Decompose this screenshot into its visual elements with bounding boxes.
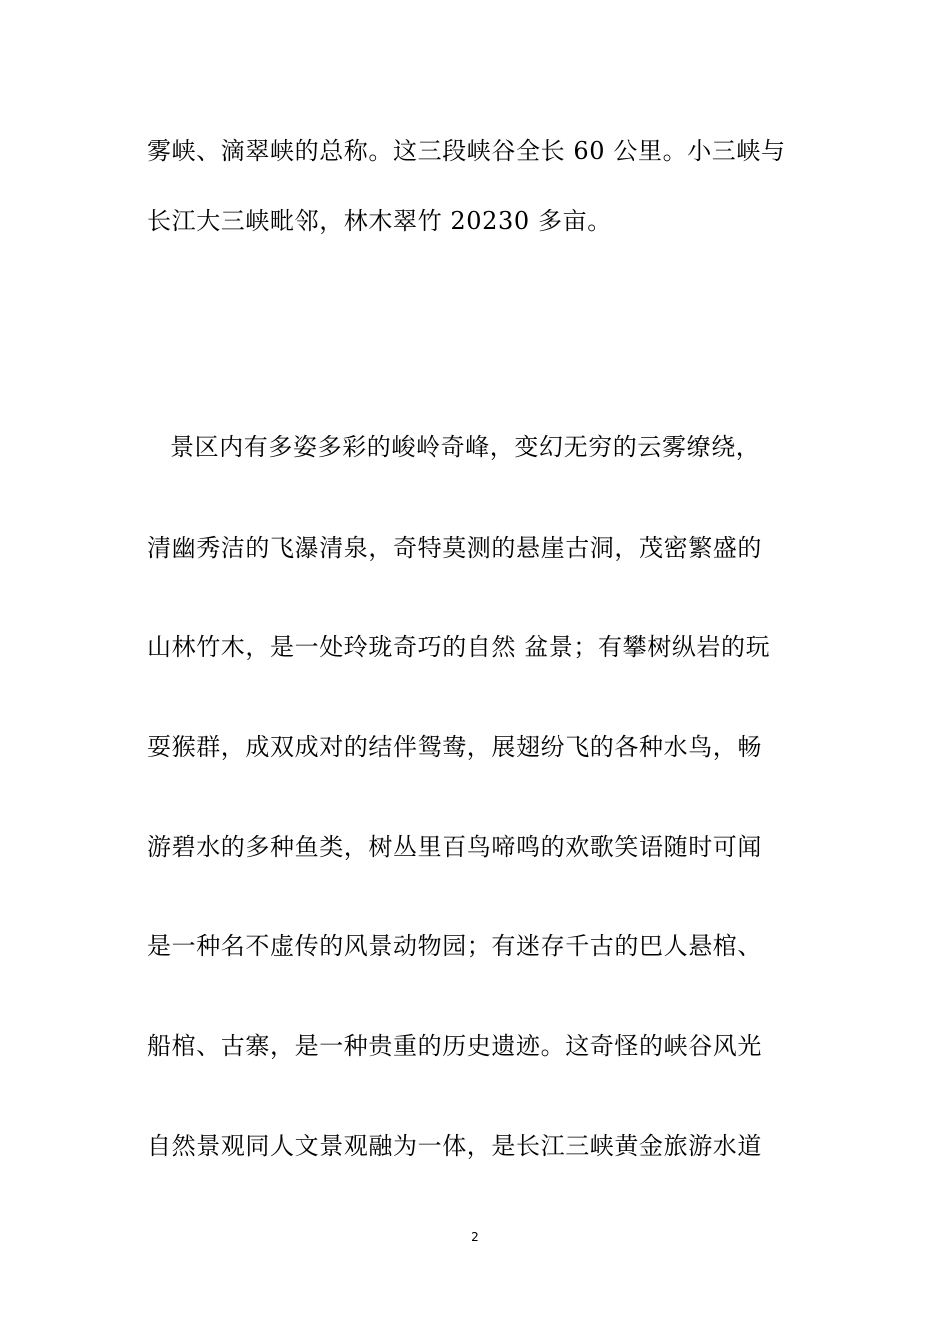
text-line: 山林竹木，是一处玲珑奇巧的自然 盆景；有攀树纵岩的玩 — [147, 633, 771, 661]
text-line: 耍猴群，成双成对的结伴鸳鸯，展翅纷飞的各种水鸟，畅 — [147, 733, 762, 761]
text-line: 船棺、古寨，是一种贵重的历史遗迹。这奇怪的峡谷风光 — [147, 1032, 762, 1060]
text-line: 长江大三峡毗邻，林木翠竹 20230 多亩。 — [147, 207, 612, 235]
text-line: 游碧水的多种鱼类，树丛里百鸟啼鸣的欢歌笑语随时可闻 — [147, 833, 762, 861]
text-line: 景区内有多姿多彩的峻岭奇峰，变幻无穷的云雾缭绕， — [170, 433, 761, 461]
text-line: 自然景观同人文景观融为一体，是长江三峡黄金旅游水道 — [147, 1132, 762, 1160]
text-line: 是一种名不虚传的风景动物园；有迷存千古的巴人悬棺、 — [147, 932, 762, 960]
text-line: 雾峡、滴翠峡的总称。这三段峡谷全长 60 公里。小三峡与 — [147, 137, 786, 165]
text-line: 清幽秀洁的飞瀑清泉，奇特莫测的悬崖古洞，茂密繁盛的 — [147, 534, 762, 562]
page-number: 2 — [471, 1230, 479, 1244]
